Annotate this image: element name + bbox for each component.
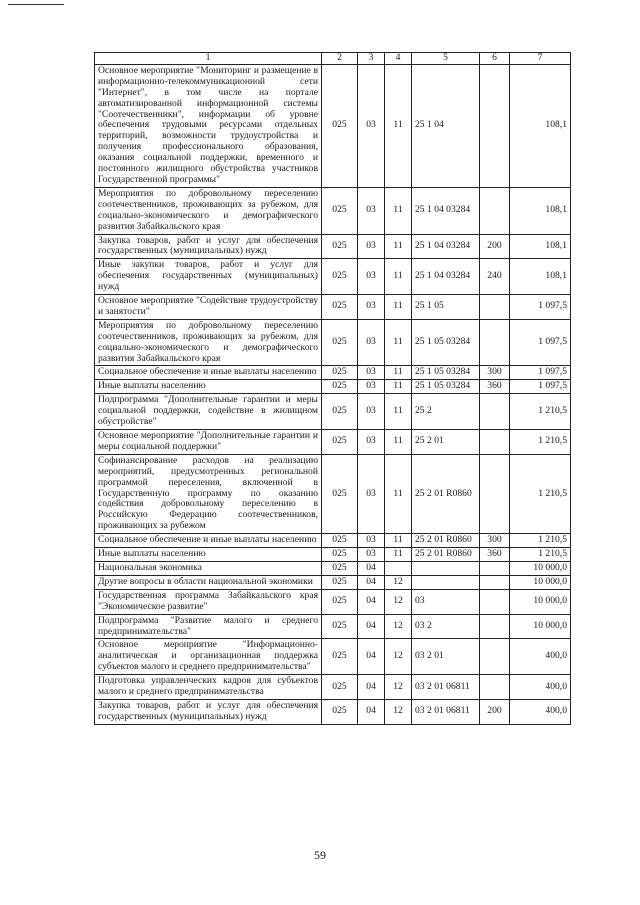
row-csr-cell: 03 2 [412,614,480,639]
table-row [95,534,571,548]
row-pr-cell: 11 [385,534,412,548]
row-pr-cell: 11 [385,319,412,366]
row-name-cell: Софинансирование расходов на реализацию мероприятий, предусмотренных региональной программой переселения, включенной в Государственную программу по оказанию содействия добровольному переселению в Российскую Федерацию соотечественников, проживающих за рубежом [95,454,322,533]
row-csr-cell: 03 2 01 [412,639,480,675]
row-sum-cell: 400,0 [510,675,571,700]
row-vr-cell: 300 [480,534,510,548]
row-grbs-cell: 025 [322,259,358,295]
row-sum-cell: 10 000,0 [510,589,571,614]
row-grbs-cell: 025 [322,64,358,187]
row-csr-cell: 25 1 04 03284 [412,187,480,234]
table-row [95,699,571,724]
row-pr-cell: 12 [385,575,412,589]
row-pr-cell [385,561,412,575]
row-grbs-cell: 025 [322,614,358,639]
row-name-cell: Подпрограмма "Развитие малого и среднего предпринимательства" [95,614,322,639]
table-row [95,575,571,589]
row-pr-cell: 11 [385,187,412,234]
row-vr-cell [480,430,510,455]
row-csr-cell [412,561,480,575]
row-csr-cell [412,575,480,589]
row-pr-cell: 12 [385,614,412,639]
row-csr-cell: 25 1 04 03284 [412,259,480,295]
row-rz-cell: 03 [358,366,385,380]
table-row [95,430,571,455]
row-grbs-cell: 025 [322,430,358,455]
row-csr-cell: 25 1 05 03284 [412,366,480,380]
row-grbs-cell: 025 [322,295,358,320]
row-name-cell: Социальное обеспечение и иные выплаты населению [95,534,322,548]
row-sum-cell: 1 210,5 [510,454,571,533]
row-grbs-cell: 025 [322,380,358,394]
row-sum-cell: 1 097,5 [510,295,571,320]
row-vr-cell [480,187,510,234]
row-pr-cell: 12 [385,639,412,675]
column-header: 3 [358,53,385,65]
row-vr-cell: 360 [480,548,510,562]
row-csr-cell: 03 [412,589,480,614]
row-rz-cell: 04 [358,561,385,575]
table-row [95,454,571,533]
table-row [95,639,571,675]
row-pr-cell: 11 [385,380,412,394]
row-pr-cell: 11 [385,64,412,187]
row-csr-cell: 03 2 01 06811 [412,699,480,724]
row-vr-cell: 200 [480,234,510,259]
row-name-cell: Закупка товаров, работ и услуг для обеспечения государственных (муниципальных) нужд [95,699,322,724]
row-rz-cell: 03 [358,64,385,187]
row-sum-cell: 1 210,5 [510,548,571,562]
row-rz-cell: 03 [358,259,385,295]
row-vr-cell: 200 [480,699,510,724]
row-name-cell: Иные закупки товаров, работ и услуг для обеспечения государственных (муниципальных) нужд [95,259,322,295]
row-name-cell: Мероприятия по добровольному переселению соотечественников, проживающих за рубежом, для социально-экономического и демографического развития Забайкальского края [95,187,322,234]
table-row [95,64,571,187]
row-csr-cell: 25 2 01 R0860 [412,548,480,562]
row-csr-cell: 25 1 04 03284 [412,234,480,259]
row-vr-cell [480,64,510,187]
row-vr-cell: 360 [480,380,510,394]
row-name-cell: Иные выплаты населению [95,380,322,394]
row-vr-cell [480,295,510,320]
row-rz-cell: 03 [358,394,385,430]
column-header: 1 [95,53,322,65]
row-rz-cell: 04 [358,699,385,724]
row-name-cell: Государственная программа Забайкальского края "Экономическое развитие" [95,589,322,614]
row-rz-cell: 04 [358,575,385,589]
table-row [95,234,571,259]
table-row [95,380,571,394]
column-header: 6 [480,53,510,65]
row-csr-cell: 25 1 04 [412,64,480,187]
table-row [95,589,571,614]
page-number: 59 [314,848,326,862]
row-vr-cell [480,639,510,675]
row-grbs-cell: 025 [322,575,358,589]
row-name-cell: Основное мероприятие "Дополнительные гарантии и меры социальной поддержки" [95,430,322,455]
row-name-cell: Подготовка управленческих кадров для субъектов малого и среднего предпринимательства [95,675,322,700]
row-vr-cell [480,675,510,700]
row-name-cell: Иные выплаты населению [95,548,322,562]
row-rz-cell: 04 [358,614,385,639]
row-sum-cell: 1 210,5 [510,394,571,430]
row-rz-cell: 03 [358,234,385,259]
row-sum-cell: 1 097,5 [510,380,571,394]
column-header: 2 [322,53,358,65]
row-sum-cell: 108,1 [510,64,571,187]
row-sum-cell: 10 000,0 [510,575,571,589]
row-rz-cell: 03 [358,430,385,455]
row-pr-cell: 11 [385,454,412,533]
table-row [95,561,571,575]
row-name-cell: Основное мероприятие "Содействие трудоустройству и занятости" [95,295,322,320]
row-pr-cell: 11 [385,295,412,320]
row-vr-cell [480,394,510,430]
row-grbs-cell: 025 [322,366,358,380]
row-vr-cell [480,575,510,589]
row-name-cell: Мероприятия по добровольному переселению соотечественников, проживающих за рубежом, для социально-экономического и демографического развития Забайкальского края [95,319,322,366]
row-sum-cell: 400,0 [510,639,571,675]
row-sum-cell: 108,1 [510,234,571,259]
row-pr-cell: 11 [385,234,412,259]
row-pr-cell: 12 [385,589,412,614]
row-vr-cell [480,561,510,575]
row-vr-cell [480,614,510,639]
table-row [95,675,571,700]
row-grbs-cell: 025 [322,534,358,548]
table-row [95,319,571,366]
table-row [95,259,571,295]
row-rz-cell: 03 [358,380,385,394]
row-csr-cell: 25 2 01 R0860 [412,454,480,533]
row-grbs-cell: 025 [322,394,358,430]
column-header: 7 [510,53,571,65]
budget-table [94,52,571,725]
row-rz-cell: 03 [358,187,385,234]
row-pr-cell: 11 [385,430,412,455]
row-name-cell: Закупка товаров, работ и услуг для обеспечения государственных (муниципальных) нужд [95,234,322,259]
row-vr-cell [480,454,510,533]
table-row [95,295,571,320]
row-rz-cell: 03 [358,548,385,562]
row-vr-cell [480,319,510,366]
row-name-cell: Подпрограмма "Дополнительные гарантии и меры социальной поддержки, содействие в жилищном обустройстве" [95,394,322,430]
row-sum-cell: 10 000,0 [510,614,571,639]
row-grbs-cell: 025 [322,319,358,366]
row-pr-cell: 12 [385,675,412,700]
table-row [95,394,571,430]
row-pr-cell: 11 [385,259,412,295]
row-sum-cell: 108,1 [510,187,571,234]
row-csr-cell: 25 2 [412,394,480,430]
row-name-cell: Основное мероприятие "Мониторинг и размещение в информационно-телекоммуникационной сети "Интернет", в том числе на портале автоматизированной информационной системы "Соотечественники", информации об уровне обеспечения трудовыми ресурсами отдельных территорий, возможности трудоустройства и получения профессионального образования, оказания социальной поддержки, временного и постоянного жилищного обустройства участников Государственной программы" [95,64,322,187]
row-grbs-cell: 025 [322,675,358,700]
row-name-cell: Национальная экономика [95,561,322,575]
row-csr-cell: 25 1 05 [412,295,480,320]
row-name-cell: Социальное обеспечение и иные выплаты населению [95,366,322,380]
row-csr-cell: 25 2 01 R0860 [412,534,480,548]
row-grbs-cell: 025 [322,234,358,259]
row-sum-cell: 1 097,5 [510,366,571,380]
row-sum-cell: 1 210,5 [510,430,571,455]
row-rz-cell: 03 [358,319,385,366]
table-body [95,64,571,724]
row-rz-cell: 04 [358,675,385,700]
row-vr-cell: 300 [480,366,510,380]
table-row [95,366,571,380]
row-sum-cell: 400,0 [510,699,571,724]
row-vr-cell: 240 [480,259,510,295]
row-csr-cell: 25 2 01 [412,430,480,455]
row-grbs-cell: 025 [322,454,358,533]
row-grbs-cell: 025 [322,548,358,562]
header-row [95,53,571,65]
row-rz-cell: 04 [358,639,385,675]
row-rz-cell: 03 [358,534,385,548]
row-pr-cell: 11 [385,366,412,380]
row-sum-cell: 1 097,5 [510,319,571,366]
row-csr-cell: 03 2 01 06811 [412,675,480,700]
top-rule [8,4,64,5]
column-header: 4 [385,53,412,65]
row-rz-cell: 03 [358,454,385,533]
row-name-cell: Другие вопросы в области национальной экономики [95,575,322,589]
row-csr-cell: 25 1 05 03284 [412,319,480,366]
row-grbs-cell: 025 [322,561,358,575]
row-name-cell: Основное мероприятие "Информационно-аналитическая и организационная поддержка субъектов малого и среднего предпринимательства" [95,639,322,675]
row-vr-cell [480,589,510,614]
row-sum-cell: 10 000,0 [510,561,571,575]
column-header: 5 [412,53,480,65]
row-grbs-cell: 025 [322,187,358,234]
row-pr-cell: 12 [385,699,412,724]
row-pr-cell: 11 [385,394,412,430]
row-grbs-cell: 025 [322,639,358,675]
table-row [95,614,571,639]
row-grbs-cell: 025 [322,589,358,614]
row-rz-cell: 04 [358,589,385,614]
table-row [95,548,571,562]
row-pr-cell: 11 [385,548,412,562]
row-sum-cell: 108,1 [510,259,571,295]
row-sum-cell: 1 210,5 [510,534,571,548]
table-row [95,187,571,234]
row-rz-cell: 03 [358,295,385,320]
row-csr-cell: 25 1 05 03284 [412,380,480,394]
row-grbs-cell: 025 [322,699,358,724]
